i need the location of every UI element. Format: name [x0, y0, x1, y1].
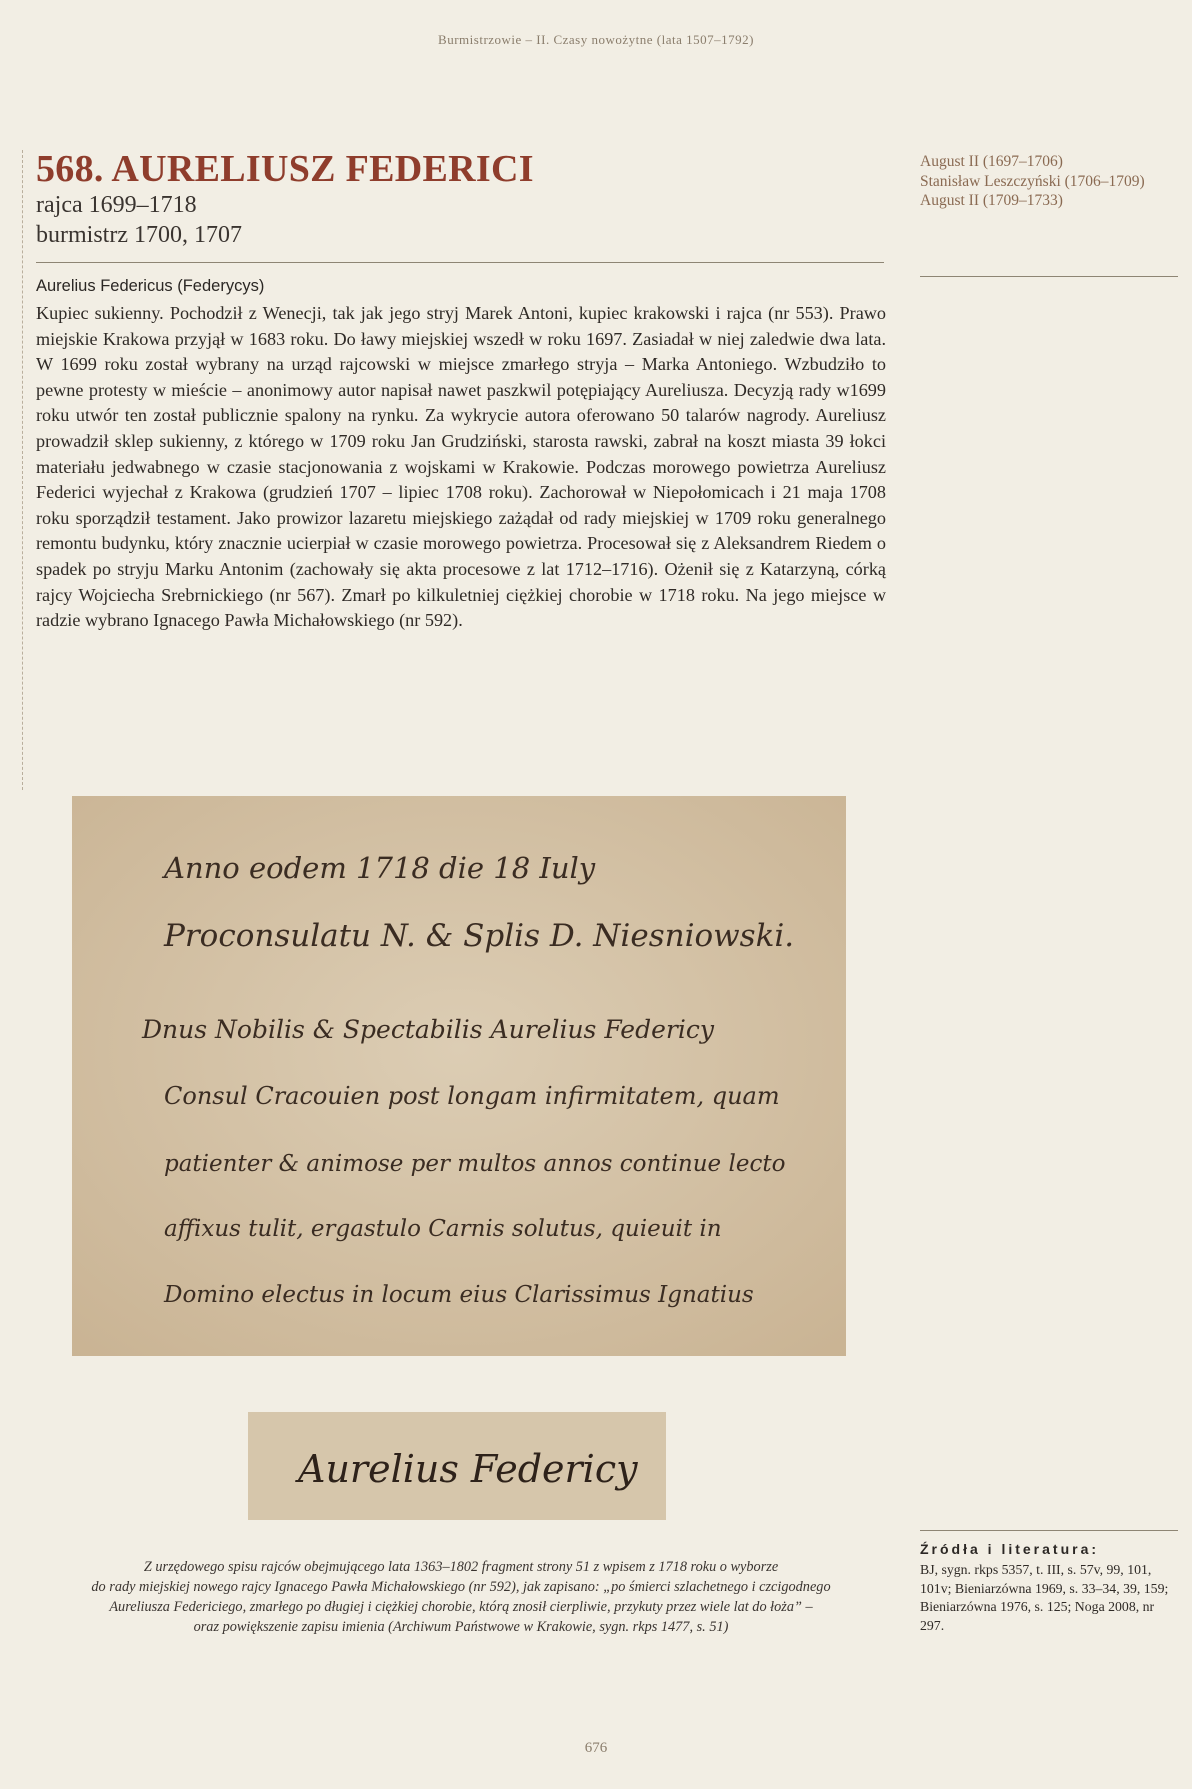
caption-line: do rady miejskiej nowego rajcy Ignacego Pawła Michałowskiego (nr 592), jak zapisano: „po śmierci szlachetnego i czcigodnego	[91, 1579, 831, 1595]
manuscript-line: Proconsulatu N. & Splis D. Niesniowski.	[164, 918, 795, 954]
caption-line: Aureliusza Federiciego, zmarłego po długiej i ciężkiej chorobie, którą znosił cierpliwie, przykuty przez wiele lat do łoża” –	[109, 1599, 813, 1615]
biography-text: Kupiec sukienny. Pochodził z Wenecji, tak jak jego stryj Marek Antoni, kupiec krakowski i rajca (nr 553). Prawo miejskie Krakowa przyjął w 1683 roku. Do ławy miejskiej wszedł w roku 1697. Zasiadał w niej zaledwie dwa lata. W 1699 roku został wybrany na urząd rajcowski w miejsce zmarłego stryja – Marka Antoniego. Wzbudziło to pewne protesty w mieście – anonimowy autor napisał nawet paszkwil potępiający Aureliusza. Decyzją rady w1699 roku utwór ten został publicznie spalony na rynku. Za wykrycie autora oferowano 50 talarów nagrody. Aureliusz prowadził sklep sukienny, z którego w 1709 roku Jan Grudziński, starosta rawski, zabrał na koszt miasta 39 łokci materiału jedwabnego w czasie stacjonowania z wojskami w Krakowie. Podczas morowego powietrza Aureliusz Federici wyjechał z Krakowa (grudzień 1707 – lipiec 1708 roku). Zachorował w Niepołomicach i 21 maja 1708 roku sporządził testament. Jako prowizor lazaretu miejskiego zażądał od rady miejskiej w 1709 roku generalnego remontu budynku, który znacznie ucierpiał w czasie morowego powietrza. Procesował się z Aleksandrem Riedem o spadek po stryju Marku Antonim (zachowały się akta procesowe z lat 1712–1716). Ożenił się z Katarzyną, córką rajcy Wojciecha Srebrnickiego (nr 567). Zmarł po kilkuletniej ciężkiej chorobie w 1718 roku. Na jego miejsce w radzie wybrano Ignacego Pawła Michałowskiego (nr 592).	[36, 303, 886, 631]
manuscript-line: Consul Cracouien post longam infirmitatem, quam	[164, 1082, 780, 1110]
entry-main-column	[36, 148, 886, 634]
entry-mayor-years: burmistrz 1700, 1707	[36, 222, 242, 248]
manuscript-image	[72, 796, 846, 1356]
caption-line: Z urzędowego spisu rajców obejmującego lata 1363–1802 fragment strony 51 z wpisem z 1718 roku o wyborze	[143, 1559, 779, 1575]
manuscript-svg	[72, 796, 846, 1356]
signature-text: Aurelius Federicy	[298, 1447, 638, 1491]
entry-title: 568. AURELIUSZ FEDERICI	[36, 148, 534, 190]
manuscript-line: Domino electus in locum eius Clarissimus Ignatius	[164, 1282, 754, 1308]
running-head: Burmistrzowie – II. Czasy nowożytne (lata 1507–1792)	[438, 32, 754, 47]
page-number: 676	[584, 1740, 608, 1756]
manuscript-line: patienter & animose per multos annos continue lecto	[164, 1151, 786, 1177]
caption-line: oraz powiększenie zapisu imienia (Archiwum Państwowe w Krakowie, sygn. rkps 1477, s. 51)	[193, 1619, 729, 1635]
latin-name: Aurelius Federicus (Federycys)	[36, 277, 265, 295]
side-divider	[920, 276, 1178, 277]
reign-column	[920, 152, 1180, 211]
manuscript-line: affixus tulit, ergastulo Carnis solutus, quieuit in	[164, 1216, 722, 1242]
reign-item: Stanisław Leszczyński (1706–1709)	[920, 172, 1145, 190]
reign-item: August II (1697–1706)	[920, 153, 1063, 170]
figure-caption	[36, 1557, 886, 1637]
manuscript-line: Dnus Nobilis & Spectabilis Aurelius Federicy	[142, 1015, 714, 1044]
signature-svg	[248, 1412, 666, 1520]
title-divider	[36, 262, 884, 263]
margin-rule	[22, 150, 23, 790]
sources-box	[920, 1530, 1178, 1635]
manuscript-line: Anno eodem 1718 die 18 Iuly	[164, 851, 596, 885]
reign-item: August II (1709–1733)	[920, 192, 1063, 209]
sources-text: BJ, sygn. rkps 5357, t. III, s. 57v, 99, 101, 101v; Bieniarzówna 1969, s. 33–34, 39, 159; Bieniarzówna 1976, s. 125; Noga 2008, nr 297.	[920, 1562, 1169, 1633]
sources-divider	[920, 1530, 1178, 1531]
entry-councillor-years: rajca 1699–1718	[36, 192, 197, 218]
signature-enlargement-image	[248, 1412, 666, 1520]
sources-heading: Źródła i literatura:	[920, 1541, 1100, 1557]
